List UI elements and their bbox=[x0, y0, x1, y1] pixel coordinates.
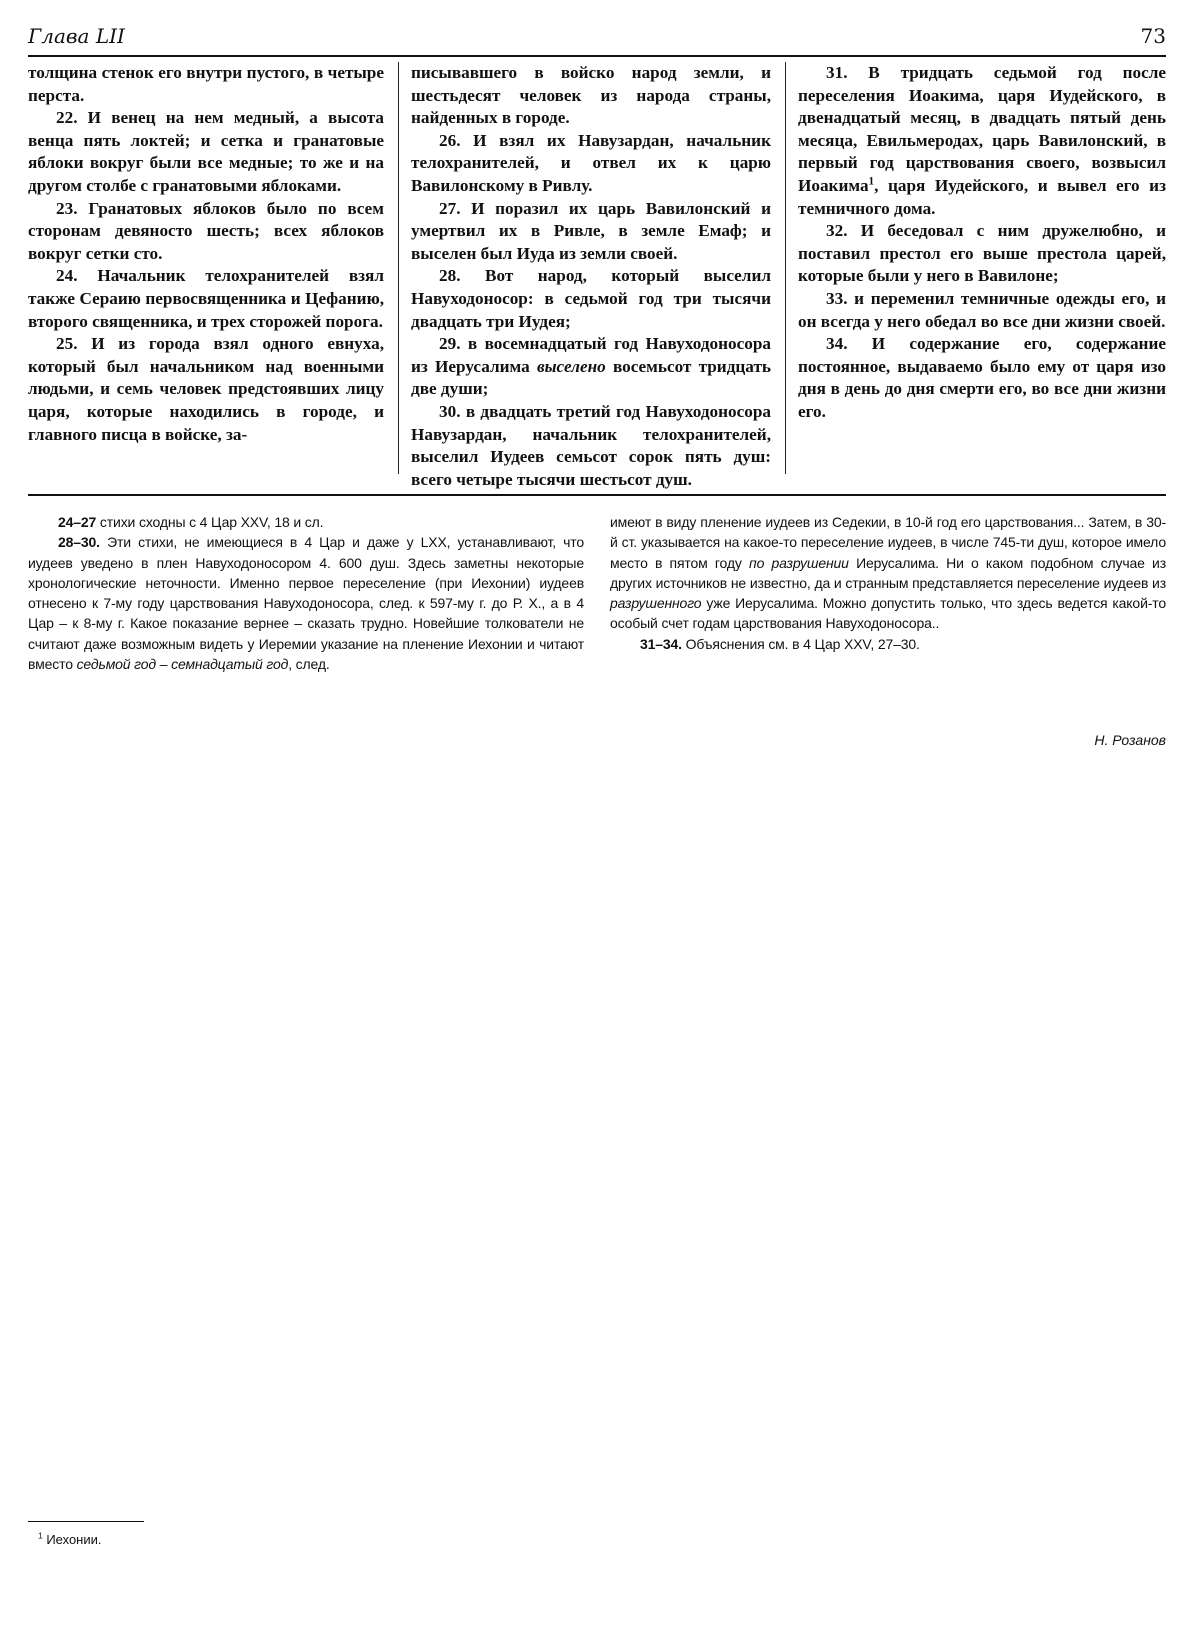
page-number: 73 bbox=[1140, 24, 1166, 48]
commentary-column-1 bbox=[28, 512, 584, 674]
verse-29-italic: выселено bbox=[536, 356, 606, 376]
footnote bbox=[38, 1532, 102, 1547]
running-head bbox=[28, 24, 1166, 56]
header-rule bbox=[28, 55, 1166, 57]
commentary-rule bbox=[28, 494, 1166, 496]
text-column-1 bbox=[28, 62, 384, 492]
verse-24: 24. Начальник телохранителей взял также Сераию первосвященника и Цефанию, второго священника, и трех сторожей порога. bbox=[28, 266, 384, 331]
commentary-text: Объяснения см. в 4 Цар XXV, 27–30. bbox=[681, 635, 920, 652]
verse-32: 32. И беседовал с ним дружелюбно, и поставил престол его выше престола царей, которые были у него в Вавилоне; bbox=[798, 221, 1166, 286]
verse-21-continuation: толщина стенок его внутри пустого, в четыре перста. bbox=[28, 63, 384, 105]
commentary-ref: 24–27 bbox=[58, 514, 97, 530]
commentary-24-27 bbox=[28, 512, 584, 532]
commentary-dash: – bbox=[156, 656, 172, 673]
verse-29-text-b: восемьсот тридцать две души; bbox=[411, 356, 771, 399]
column-divider bbox=[398, 62, 399, 474]
footnote-rule bbox=[28, 1521, 144, 1522]
column-divider bbox=[785, 62, 786, 474]
verse-28: 28. Вот народ, который выселил Навуходоносор: в седьмой год три тысячи двадцать три Иудея; bbox=[411, 266, 771, 331]
verse-29-text-a: 29. в восемнадцатый год Навуходоносора из Иерусалима bbox=[411, 334, 771, 376]
text-column-2 bbox=[411, 62, 771, 492]
commentary-28-30-continuation bbox=[610, 512, 1166, 634]
commentary-text: Эти стихи, не имеющиеся в 4 Цар и даже у LXX, устанавливают, что иудеев уведено в плен Навуходоносором 4. 600 душ. Здесь заметны некоторые хронологические неточности. Именно первое переселение (при Иехонии) иудеев отнесено к 7-му году царствования Навуходоносора, след. к 597-му г. до Р. Х., а в 4 Цар – к 8-му г. Какое показание вернее – сказать трудно. Новейшие толкователи не считают даже возможным видеть у Иеремии указание на пленение Иехонии и читают вместо bbox=[28, 534, 584, 673]
commentary-italic: по разрушении bbox=[749, 554, 849, 571]
verse-27: 27. И поразил их царь Вавилонский и умертвил их в Ривле, в земле Емаф; и выселен был Иуда из земли своей. bbox=[411, 198, 771, 263]
verse-33: 33. и переменил темничные одежды его, и он всегда у него обедал во все дни жизни своей. bbox=[798, 288, 1166, 331]
commentary-text: уже Иерусалима. Можно допустить только, что здесь ведется какой-то особый счет годам царствования Навуходоносора.. bbox=[610, 595, 1166, 632]
verse-31 bbox=[798, 62, 1166, 220]
commentary-text: Иерусалима. Ни о каком подобном случае из других источников не известно, да и странным представляется переселение иудеев из bbox=[610, 554, 1166, 591]
verse-25-continuation: писывавшего в войско народ земли, и шестьдесят человек из народа страны, найденных в городе. bbox=[411, 63, 771, 128]
author-signature: Н. Розанов bbox=[1094, 732, 1166, 748]
commentary-italic: семнадцатый год bbox=[171, 656, 289, 673]
commentary-text: имеют в виду пленение иудеев из Седекии, в 10-й год его царствования... Затем, в 30-й ст. указывается на какое-то переселение иудеев, в числе 745-ти душ, которое имело место в пятом году bbox=[610, 514, 1166, 571]
verse-23: 23. Гранатовых яблоков было по всем сторонам девяносто шесть; всех яблоков вокруг сетки сто. bbox=[28, 198, 384, 263]
commentary-text: , след. bbox=[288, 656, 330, 673]
commentary-italic: разрушенного bbox=[610, 595, 702, 612]
commentary-ref: 31–34. bbox=[640, 635, 682, 652]
document-page bbox=[28, 0, 1166, 1630]
verse-30: 30. в двадцать третий год Навуходоносора Навузардан, начальник телохранителей, выселил Иудеев семьсот сорок пять душ: всего четыре тысячи шестьсот душ. bbox=[411, 401, 771, 489]
commentary-italic: седьмой год bbox=[76, 656, 156, 673]
chapter-title: Глава LII bbox=[28, 24, 125, 48]
commentary-31-34 bbox=[610, 634, 1166, 654]
scripture-text bbox=[28, 62, 1166, 492]
footnote-ref-mark: 1 bbox=[868, 175, 875, 188]
verse-31-text-a: 31. В тридцать седьмой год после переселения Иоакима, царя Иудейского, в двенадцатый месяц, в двадцать пятый день месяца, Евильмеродах, царь Вавилонский, в первый год царствования своего, возвысил Иоакима bbox=[798, 63, 1166, 195]
commentary-28-30 bbox=[28, 532, 584, 674]
commentary-column-2 bbox=[610, 512, 1166, 654]
verse-29 bbox=[411, 333, 771, 401]
verse-22: 22. И венец на нем медный, а высота венца пять локтей; и сетка и гранатовые яблоки вокруг были все медные; то же и на другом столбе с гранатовыми яблоками. bbox=[28, 108, 384, 195]
footnote-mark: 1 bbox=[38, 1530, 43, 1541]
text-column-3 bbox=[798, 62, 1166, 492]
footnote-text: Иехонии. bbox=[42, 1532, 102, 1547]
verse-26: 26. И взял их Навузардан, начальник телохранителей, и отвел их к царю Вавилонскому в Ривлу. bbox=[411, 130, 771, 195]
commentary-text: стихи сходны с 4 Цар XXV, 18 и сл. bbox=[96, 514, 324, 530]
verse-34: 34. И содержание его, содержание постоянное, выдаваемо было ему от царя изо дня в день до дня смерти его, во все дни жизни его. bbox=[798, 334, 1166, 421]
verse-25: 25. И из города взял одного евнуха, который был начальником над военными людьми, и семь человек предстоявших лицу царя, которые находились в городе, и главного писца в войске, за- bbox=[28, 334, 384, 444]
verse-31-text-b: , царя Иудейского, и вывел его из темничного дома. bbox=[798, 175, 1166, 218]
commentary-ref: 28–30. bbox=[58, 534, 100, 551]
